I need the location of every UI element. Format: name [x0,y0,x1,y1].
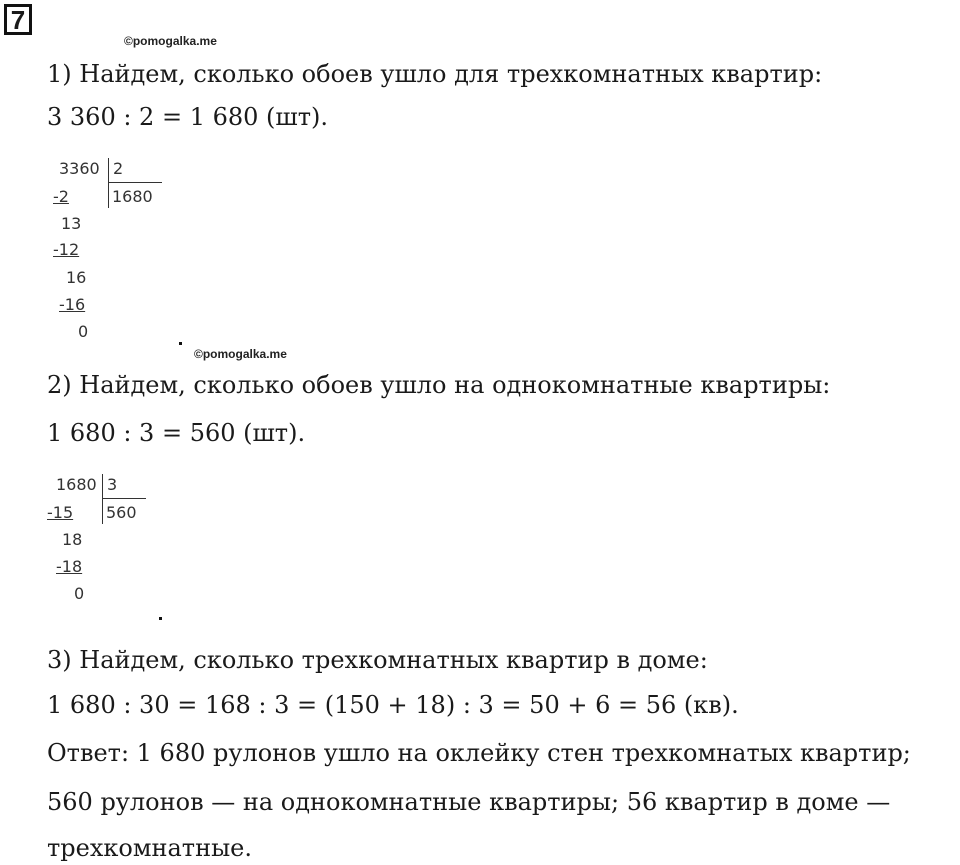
watermark-middle: ©pomogalka.me [194,347,287,361]
division-1-row: -12 [53,240,80,259]
division-2-row: 18 [62,530,83,549]
division-1-dividend: 3360 [59,159,100,178]
division-2-dividend: 1680 [56,475,97,494]
watermark-top: ©pomogalka.me [124,34,217,48]
division-2-quotient: 560 [106,503,137,522]
step-3-text: 3) Найдем, сколько трехкомнатных квартир в доме: [47,646,708,674]
division-1-quotient: 1680 [112,187,153,206]
division-2-divisor: 3 [107,475,118,494]
division-1-row: 16 [66,268,87,287]
answer-line-3: трехкомнатные. [47,834,253,862]
task-number-badge: 7 [4,4,32,35]
division-1-divisor: 2 [113,159,124,178]
answer-line-1: Ответ: 1 680 рулонов ушло на оклейку стен трехкомнатых квартир; [47,739,911,767]
dot-mark [159,617,162,620]
step-2-text: 2) Найдем, сколько обоев ушло на однокомнатные квартиры: [47,371,831,399]
division-1-vertical-line [108,158,109,208]
division-2-row: -18 [56,557,83,576]
division-2-vertical-line [102,474,103,524]
division-1-row: 0 [78,322,89,341]
division-2-row: 0 [74,584,85,603]
step-1-text: 1) Найдем, сколько обоев ушло для трехкомнатных квартир: [47,60,823,88]
division-2-horizontal-line [102,498,146,499]
step-1-equation: 3 360 : 2 = 1 680 (шт). [47,103,328,131]
step-3-equation: 1 680 : 30 = 168 : 3 = (150 + 18) : 3 = 50 + 6 = 56 (кв). [47,691,739,719]
division-1-row: 13 [61,214,82,233]
division-1-row: -2 [53,187,69,206]
step-2-equation: 1 680 : 3 = 560 (шт). [47,419,306,447]
answer-line-2: 560 рулонов — на однокомнатные квартиры; 56 квартир в доме — [47,788,891,816]
division-1-row: -16 [59,295,86,314]
division-2-row: -15 [47,503,74,522]
division-1-horizontal-line [108,182,162,183]
dot-mark [179,342,182,345]
